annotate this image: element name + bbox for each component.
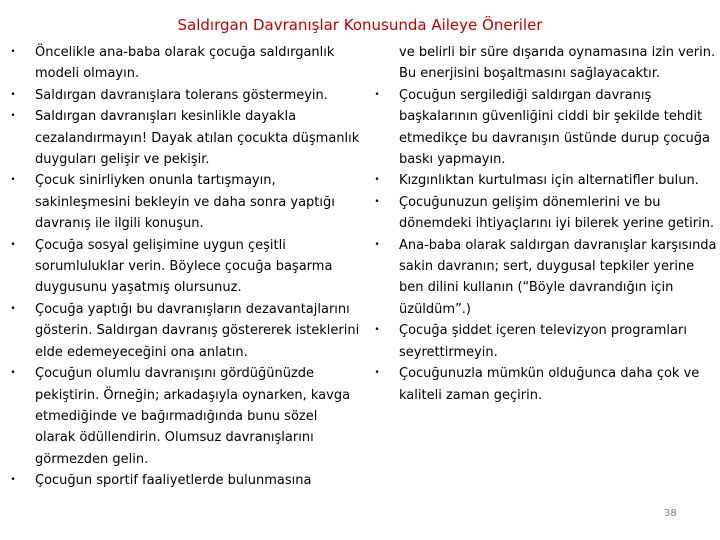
list-item <box>8 363 360 470</box>
list-item <box>372 235 718 321</box>
bullet-icon: • <box>10 303 16 314</box>
page-number: 38 <box>664 508 677 519</box>
bullet-icon: • <box>10 475 16 486</box>
list-item-text: Saldırgan davranışlara tolerans göstermeyin. <box>35 87 328 103</box>
list-item-text: Ana-baba olarak saldırgan davranışlar karşısında sakin davranın; sert, duygusal tepkiler yerine ben dilini kullanın (“Böyle davrandığın için üzüldüm”.) <box>399 237 717 317</box>
bullet-icon: • <box>374 89 380 100</box>
list-item-text: Çocuğun sergilediği saldırgan davranış başkalarının güvenliğini ciddi bir şekilde tehdit etmedikçe bu davranışın üstünde durup çocuğa baskı yapmayın. <box>399 87 711 168</box>
bullet-icon: • <box>10 111 16 122</box>
list-item <box>372 192 718 235</box>
bullet-icon: • <box>10 368 16 379</box>
bullet-icon: • <box>10 175 16 186</box>
list-item <box>372 363 718 406</box>
list-item-text: Çocuk sinirliyken onunla tartışmayın, sakinleşmesini bekleyin ve daha sonra yaptığı davranış ile ilgili konuşun. <box>35 173 335 232</box>
list-item <box>8 299 360 363</box>
list-item-text: Saldırgan davranışları kesinlikle dayakla cezalandırmayın! Dayak atılan çocukta düşmanlık duyguları gelişir ve pekişir. <box>35 109 360 168</box>
list-item <box>8 470 360 491</box>
list-item <box>372 320 718 363</box>
list-item-text: Kızgınlıktan kurtulması için alternatifler bulun. <box>399 173 699 189</box>
list-item <box>8 42 360 85</box>
slide-title: Saldırgan Davranışlar Konusunda Aileye Öneriler <box>177 16 543 34</box>
list-item <box>8 235 360 299</box>
bullet-icon: • <box>10 47 16 57</box>
right-column <box>372 42 718 406</box>
list-item-text: Çocuğa sosyal gelişimine uygun çeşitli sorumluluklar verin. Böylece çocuğa başarma duygusunu yaşatmış olursunuz. <box>35 237 333 296</box>
bullet-icon: • <box>374 368 380 379</box>
bullet-icon: • <box>374 239 380 250</box>
bullet-icon: • <box>374 196 380 207</box>
left-column <box>8 42 360 492</box>
list-item-text: Çocuğunuzla mümkün olduğunca daha çok ve kaliteli zaman geçirin. <box>399 366 700 403</box>
list-item <box>8 85 360 106</box>
list-item-text: Çocuğa şiddet içeren televizyon programları seyrettirmeyin. <box>399 323 687 360</box>
list-item-text: ve belirli bir süre dışarıda oynamasına izin verin. Bu enerjisini boşaltmasını sağlayacaktır. <box>399 45 716 82</box>
list-item <box>372 85 718 171</box>
list-item-text: Çocuğa yaptığı bu davranışların dezavantajlarını gösterin. Saldırgan davranış göstererek isteklerini elde edemeyeceğini ona anlatın. <box>35 301 360 360</box>
list-item-text: Öncelikle ana-baba olarak çocuğa saldırganlık modeli olmayın. <box>35 45 335 82</box>
bullet-icon: • <box>10 239 16 250</box>
list-item-text: Çocuğun olumlu davranışını gördüğünüzde pekiştirin. Örneğin; arkadaşıyla oynarken, kavga etmediğinde ve bağırmadığında bunu sözel olarak ödüllendirin. Olumsuz davranışlarını görmezden gelin. <box>35 366 351 467</box>
list-item-continuation <box>372 42 718 85</box>
list-item-text: Çocuğunuzun gelişim dönemlerini ve bu dönemdeki ihtiyaçlarını iyi bilerek yerine getirin. <box>399 194 715 232</box>
bullet-icon: • <box>374 325 380 336</box>
list-item <box>372 170 718 191</box>
list-item <box>8 170 360 234</box>
bullet-icon: • <box>374 175 380 186</box>
list-item-text: Çocuğun sportif faaliyetlerde bulunmasına <box>35 473 312 489</box>
list-item <box>8 106 360 170</box>
bullet-icon: • <box>10 89 16 100</box>
